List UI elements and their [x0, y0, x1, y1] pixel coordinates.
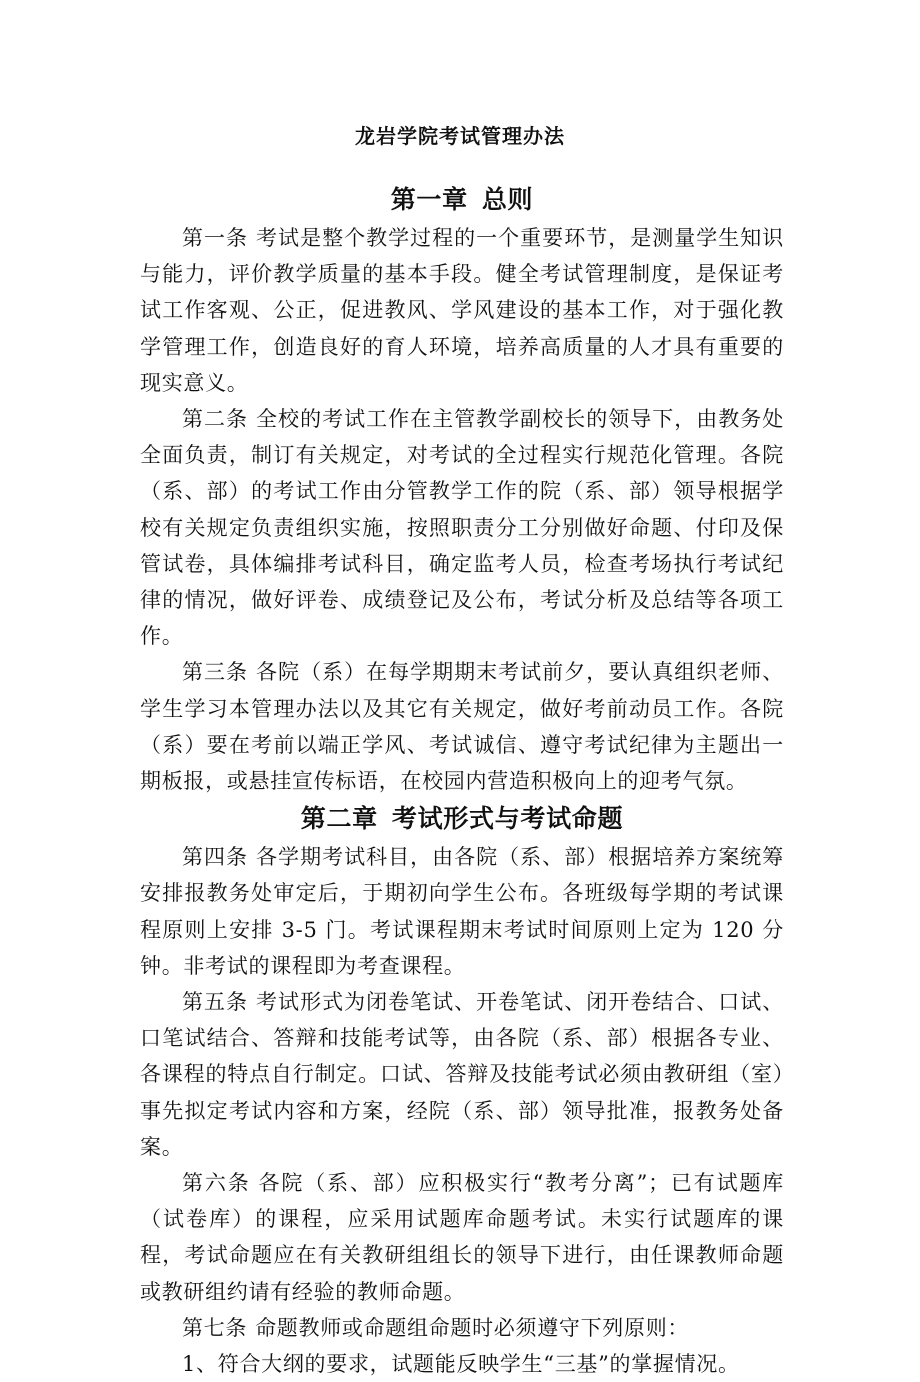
article-3-text: 各院（系）在每学期期末考试前夕，要认真组织老师、学生学习本管理办法以及其它有关规定，做好考前动员工作。各院（系）要在考前以端正学风、考试诚信、遵守考试纪律为主题出一期板报，或悬挂宣传标语，在校园内营造积极向上的迎考气氛。	[140, 660, 784, 794]
article-3-number: 第三条	[182, 660, 249, 685]
article-1	[140, 220, 784, 401]
chapter-2-heading	[140, 799, 784, 839]
article-2	[140, 401, 784, 654]
article-3	[140, 654, 784, 799]
article-1-text: 考试是整个教学过程的一个重要环节，是测量学生知识与能力，评价教学质量的基本手段。健全考试管理制度，是保证考试工作客观、公正，促进教风、学风建设的基本工作，对于强化教学管理工作，创造良好的育人环境，培养高质量的人才具有重要的现实意义。	[140, 226, 784, 395]
article-4	[140, 839, 784, 984]
article-2-number: 第二条	[182, 407, 249, 432]
chapter-2-number: 第二章	[300, 804, 378, 834]
article-7-text: 命题教师或命题组命题时必须遵守下列原则：	[255, 1315, 690, 1340]
article-6	[140, 1165, 784, 1310]
article-4-text: 各学期考试科目，由各院（系、部）根据培养方案统筹安排报教务处审定后，于期初向学生公布。各班级每学期的考试课程原则上安排 3-5 门。考试课程期末考试时间原则上定为 120 分钟。非考试的课程即为考查课程。	[140, 845, 784, 978]
article-7-item-1: 1、符合大纲的要求，试题能反映学生“三基”的掌握情况。	[182, 1352, 740, 1377]
article-5	[140, 984, 784, 1165]
chapter-1-title: 总则	[481, 185, 534, 214]
article-6-text: 各院（系、部）应积极实行“教考分离”；已有试题库（试卷库）的课程，应采用试题库命题考试。未实行试题库的课程，考试命题应在有关教研组组长的领导下进行，由任课教师命题或教研组约请有经验的教师命题。	[140, 1171, 784, 1304]
document-title: 龙岩学院考试管理办法	[355, 124, 565, 148]
chapter-1-heading	[140, 180, 784, 220]
article-5-number: 第五条	[182, 990, 249, 1015]
article-7-number: 第七条	[182, 1315, 248, 1340]
article-4-number: 第四条	[182, 845, 249, 870]
article-1-number: 第一条	[182, 226, 249, 250]
article-2-text: 全校的考试工作在主管教学副校长的领导下，由教务处全面负责，制订有关规定，对考试的全过程实行规范化管理。各院（系、部）的考试工作由分管教学工作的院（系、部）领导根据学校有关规定负责组织实施，按照职责分工分别做好命题、付印及保管试卷，具体编排考试科目，确定监考人员，检查考场执行考试纪律的情况，做好评卷、成绩登记及公布，考试分析及总结等各项工作。	[140, 407, 784, 649]
article-6-number: 第六条	[182, 1171, 251, 1196]
chapter-1-number: 第一章	[390, 185, 468, 214]
article-7	[140, 1310, 784, 1346]
document-body	[140, 180, 784, 1382]
article-5-text: 考试形式为闭卷笔试、开卷笔试、闭开卷结合、口试、口笔试结合、答辩和技能考试等，由各院（系、部）根据各专业、各课程的特点自行制定。口试、答辩及技能考试必须由教研组（室）事先拟定考试内容和方案，经院（系、部）领导批准，报教务处备案。	[140, 990, 784, 1159]
chapter-2-title: 考试形式与考试命题	[391, 804, 624, 834]
